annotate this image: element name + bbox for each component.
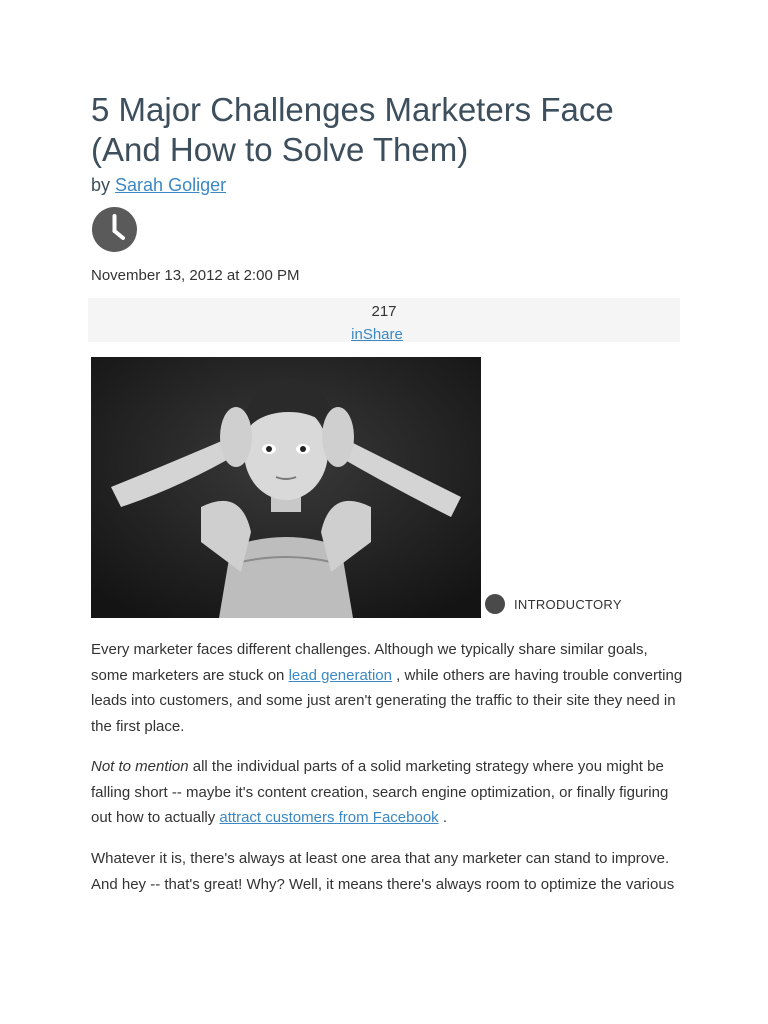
lead-generation-link[interactable]: lead generation — [288, 666, 392, 684]
facebook-customers-link[interactable]: attract customers from Facebook — [219, 809, 439, 827]
paragraph-3: Whatever it is, there's always at least one area that any marketer can stand to improve. And hey -- that's great! Why? Well, it means there's always room to optimize the various — [91, 850, 675, 893]
paragraph-2-emphasis: Not to mention — [91, 758, 189, 775]
byline — [91, 175, 226, 196]
paragraph-1 — [91, 637, 683, 739]
clock-icon — [92, 207, 137, 252]
publish-date: November 13, 2012 at 2:00 PM — [91, 267, 300, 284]
byline-prefix: by — [91, 175, 111, 195]
level-badge — [482, 592, 622, 616]
paragraph-2 — [91, 754, 683, 831]
paragraph-1-text-a: Every marketer faces different challenges. Although we typically share similar goals, some marketers are stuck on — [91, 641, 648, 684]
article-title: 5 Major Challenges Marketers Face (And How to Solve Them) — [91, 91, 614, 168]
author-link[interactable]: Sarah Goliger — [115, 175, 227, 195]
share-bar — [88, 298, 680, 342]
circle-icon — [485, 594, 505, 614]
share-count: 217 — [371, 303, 397, 320]
paragraph-1-text-b: , while others are having trouble converting leads into customers, and some just aren't generating the traffic to their site they need in the first place. — [91, 666, 683, 735]
paragraph-2-text-a: all the individual parts of a solid marketing strategy where you might be falling short -- maybe it's content creation, search engine optimization, or finally figuring out how to actually — [91, 758, 669, 827]
article-photo — [91, 357, 481, 618]
paragraph-2-text-b: . — [442, 809, 448, 827]
level-badge-label: INTRODUCTORY — [514, 596, 622, 612]
inshare-link[interactable]: inShare — [351, 326, 403, 343]
